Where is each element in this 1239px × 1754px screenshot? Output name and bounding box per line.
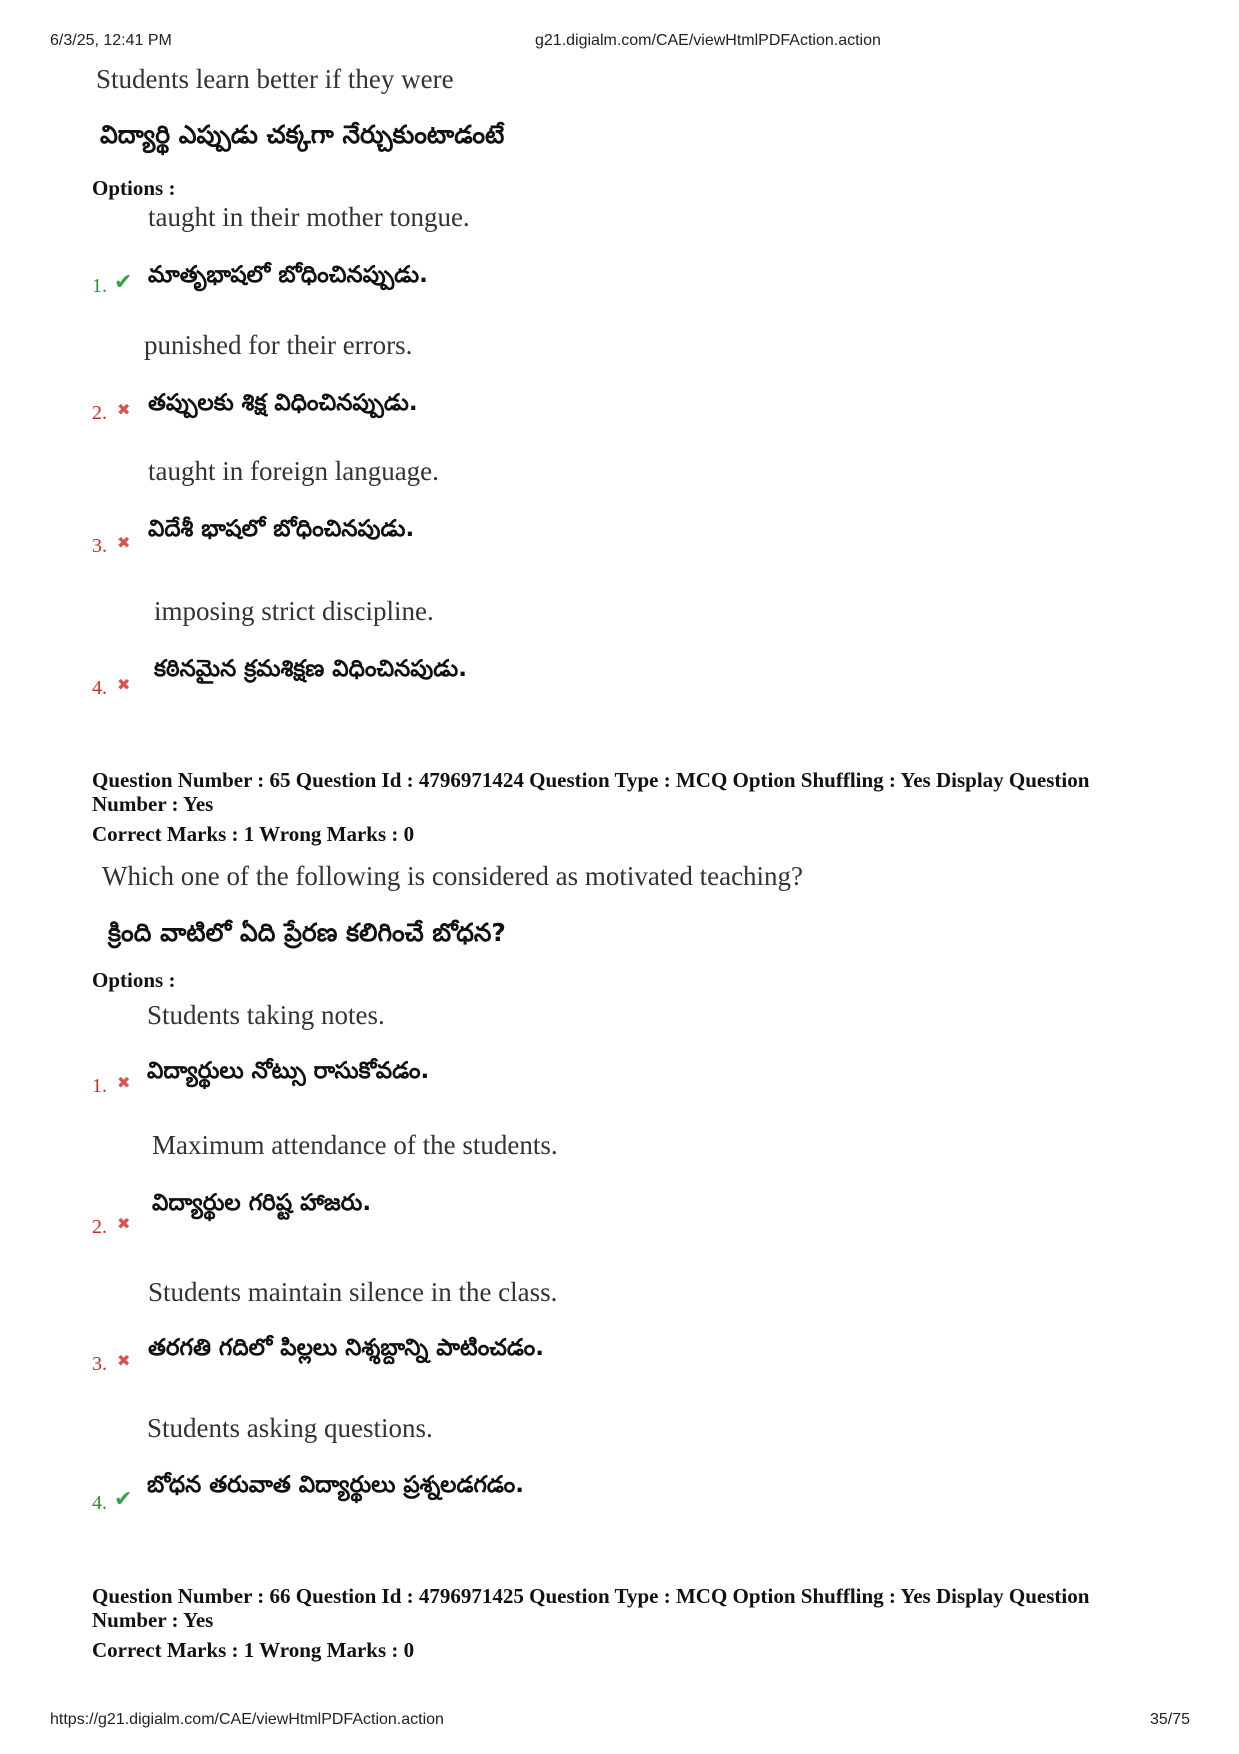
option-text-te: తరగతి గదిలో పిల్లలు నిశ్శబ్దాన్ని పాటించడం. <box>148 1335 544 1361</box>
option-text-en: taught in foreign language. <box>148 456 439 486</box>
print-page-url: g21.digialm.com/CAE/viewHtmlPDFAction.action <box>535 32 881 49</box>
cross-icon: ✖ <box>117 1073 131 1092</box>
option-text-te: కఠినమైన క్రమశిక్షణ విధించినపుడు. <box>154 656 467 682</box>
question-meta-line: Number : Yes <box>92 792 214 816</box>
cross-icon: ✖ <box>117 533 131 552</box>
question-text-te: విద్యార్థి ఎప్పుడు చక్కగా నేర్చుకుంటాడంటే <box>100 120 505 149</box>
question-meta <box>92 768 1152 816</box>
page-number: 35/75 <box>1150 1711 1191 1728</box>
options-label: Options : <box>92 968 176 992</box>
option-number: 3. <box>92 535 107 557</box>
question-meta <box>92 1584 1152 1632</box>
option-text-te: మాతృభాషలో బోధించినప్పుడు. <box>148 262 428 288</box>
cross-icon: ✖ <box>117 1351 131 1370</box>
option-text-te: విద్యార్థులు నోట్సు రాసుకోవడం. <box>147 1058 430 1084</box>
option-number: 2. <box>92 402 107 424</box>
option-number: 3. <box>92 1353 107 1375</box>
question-text-en: Students learn better if they were <box>96 64 454 94</box>
question-meta-line: Question Number : 65 Question Id : 4796971424 Question Type : MCQ Option Shuffling : Yes Display Question <box>92 768 1090 792</box>
option-number: 4. <box>92 1492 107 1514</box>
check-icon: ✔ <box>114 1487 133 1512</box>
option-number: 1. <box>92 275 107 297</box>
option-text-en: Maximum attendance of the students. <box>152 1130 558 1160</box>
option-text-en: imposing strict discipline. <box>154 596 434 626</box>
option-text-en: Students taking notes. <box>147 1000 385 1030</box>
footer-url: https://g21.digialm.com/CAE/viewHtmlPDFAction.action <box>50 1711 444 1728</box>
cross-icon: ✖ <box>117 400 131 419</box>
options-label: Options : <box>92 176 176 200</box>
option-number: 2. <box>92 1216 107 1238</box>
option-text-te: బోధన తరువాత విద్యార్థులు ప్రశ్నలడగడం. <box>147 1472 524 1498</box>
option-number: 1. <box>92 1075 107 1097</box>
print-datetime: 6/3/25, 12:41 PM <box>50 32 172 49</box>
option-number: 4. <box>92 677 107 699</box>
marks-info: Correct Marks : 1 Wrong Marks : 0 <box>92 822 415 846</box>
question-text-te: క్రింది వాటిలో ఏది ప్రేరణ కలిగించే బోధన? <box>108 918 506 947</box>
question-meta-line: Question Number : 66 Question Id : 4796971425 Question Type : MCQ Option Shuffling : Yes Display Question <box>92 1584 1090 1608</box>
option-text-en: Students maintain silence in the class. <box>148 1277 558 1307</box>
option-text-te: విదేశీ భాషలో బోధించినపుడు. <box>148 516 415 542</box>
question-text-en: Which one of the following is considered as motivated teaching? <box>102 861 804 891</box>
check-icon: ✔ <box>114 270 133 295</box>
option-text-te: తప్పులకు శిక్ష విధించినప్పుడు. <box>148 390 418 416</box>
cross-icon: ✖ <box>117 1214 131 1233</box>
question-meta-line: Number : Yes <box>92 1608 214 1632</box>
option-text-en: Students asking questions. <box>147 1413 433 1443</box>
option-text-en: punished for their errors. <box>144 330 413 360</box>
marks-info: Correct Marks : 1 Wrong Marks : 0 <box>92 1638 415 1662</box>
cross-icon: ✖ <box>117 675 131 694</box>
option-text-en: taught in their mother tongue. <box>148 202 470 232</box>
option-text-te: విద్యార్థుల గరిష్ట హాజరు. <box>152 1190 372 1216</box>
